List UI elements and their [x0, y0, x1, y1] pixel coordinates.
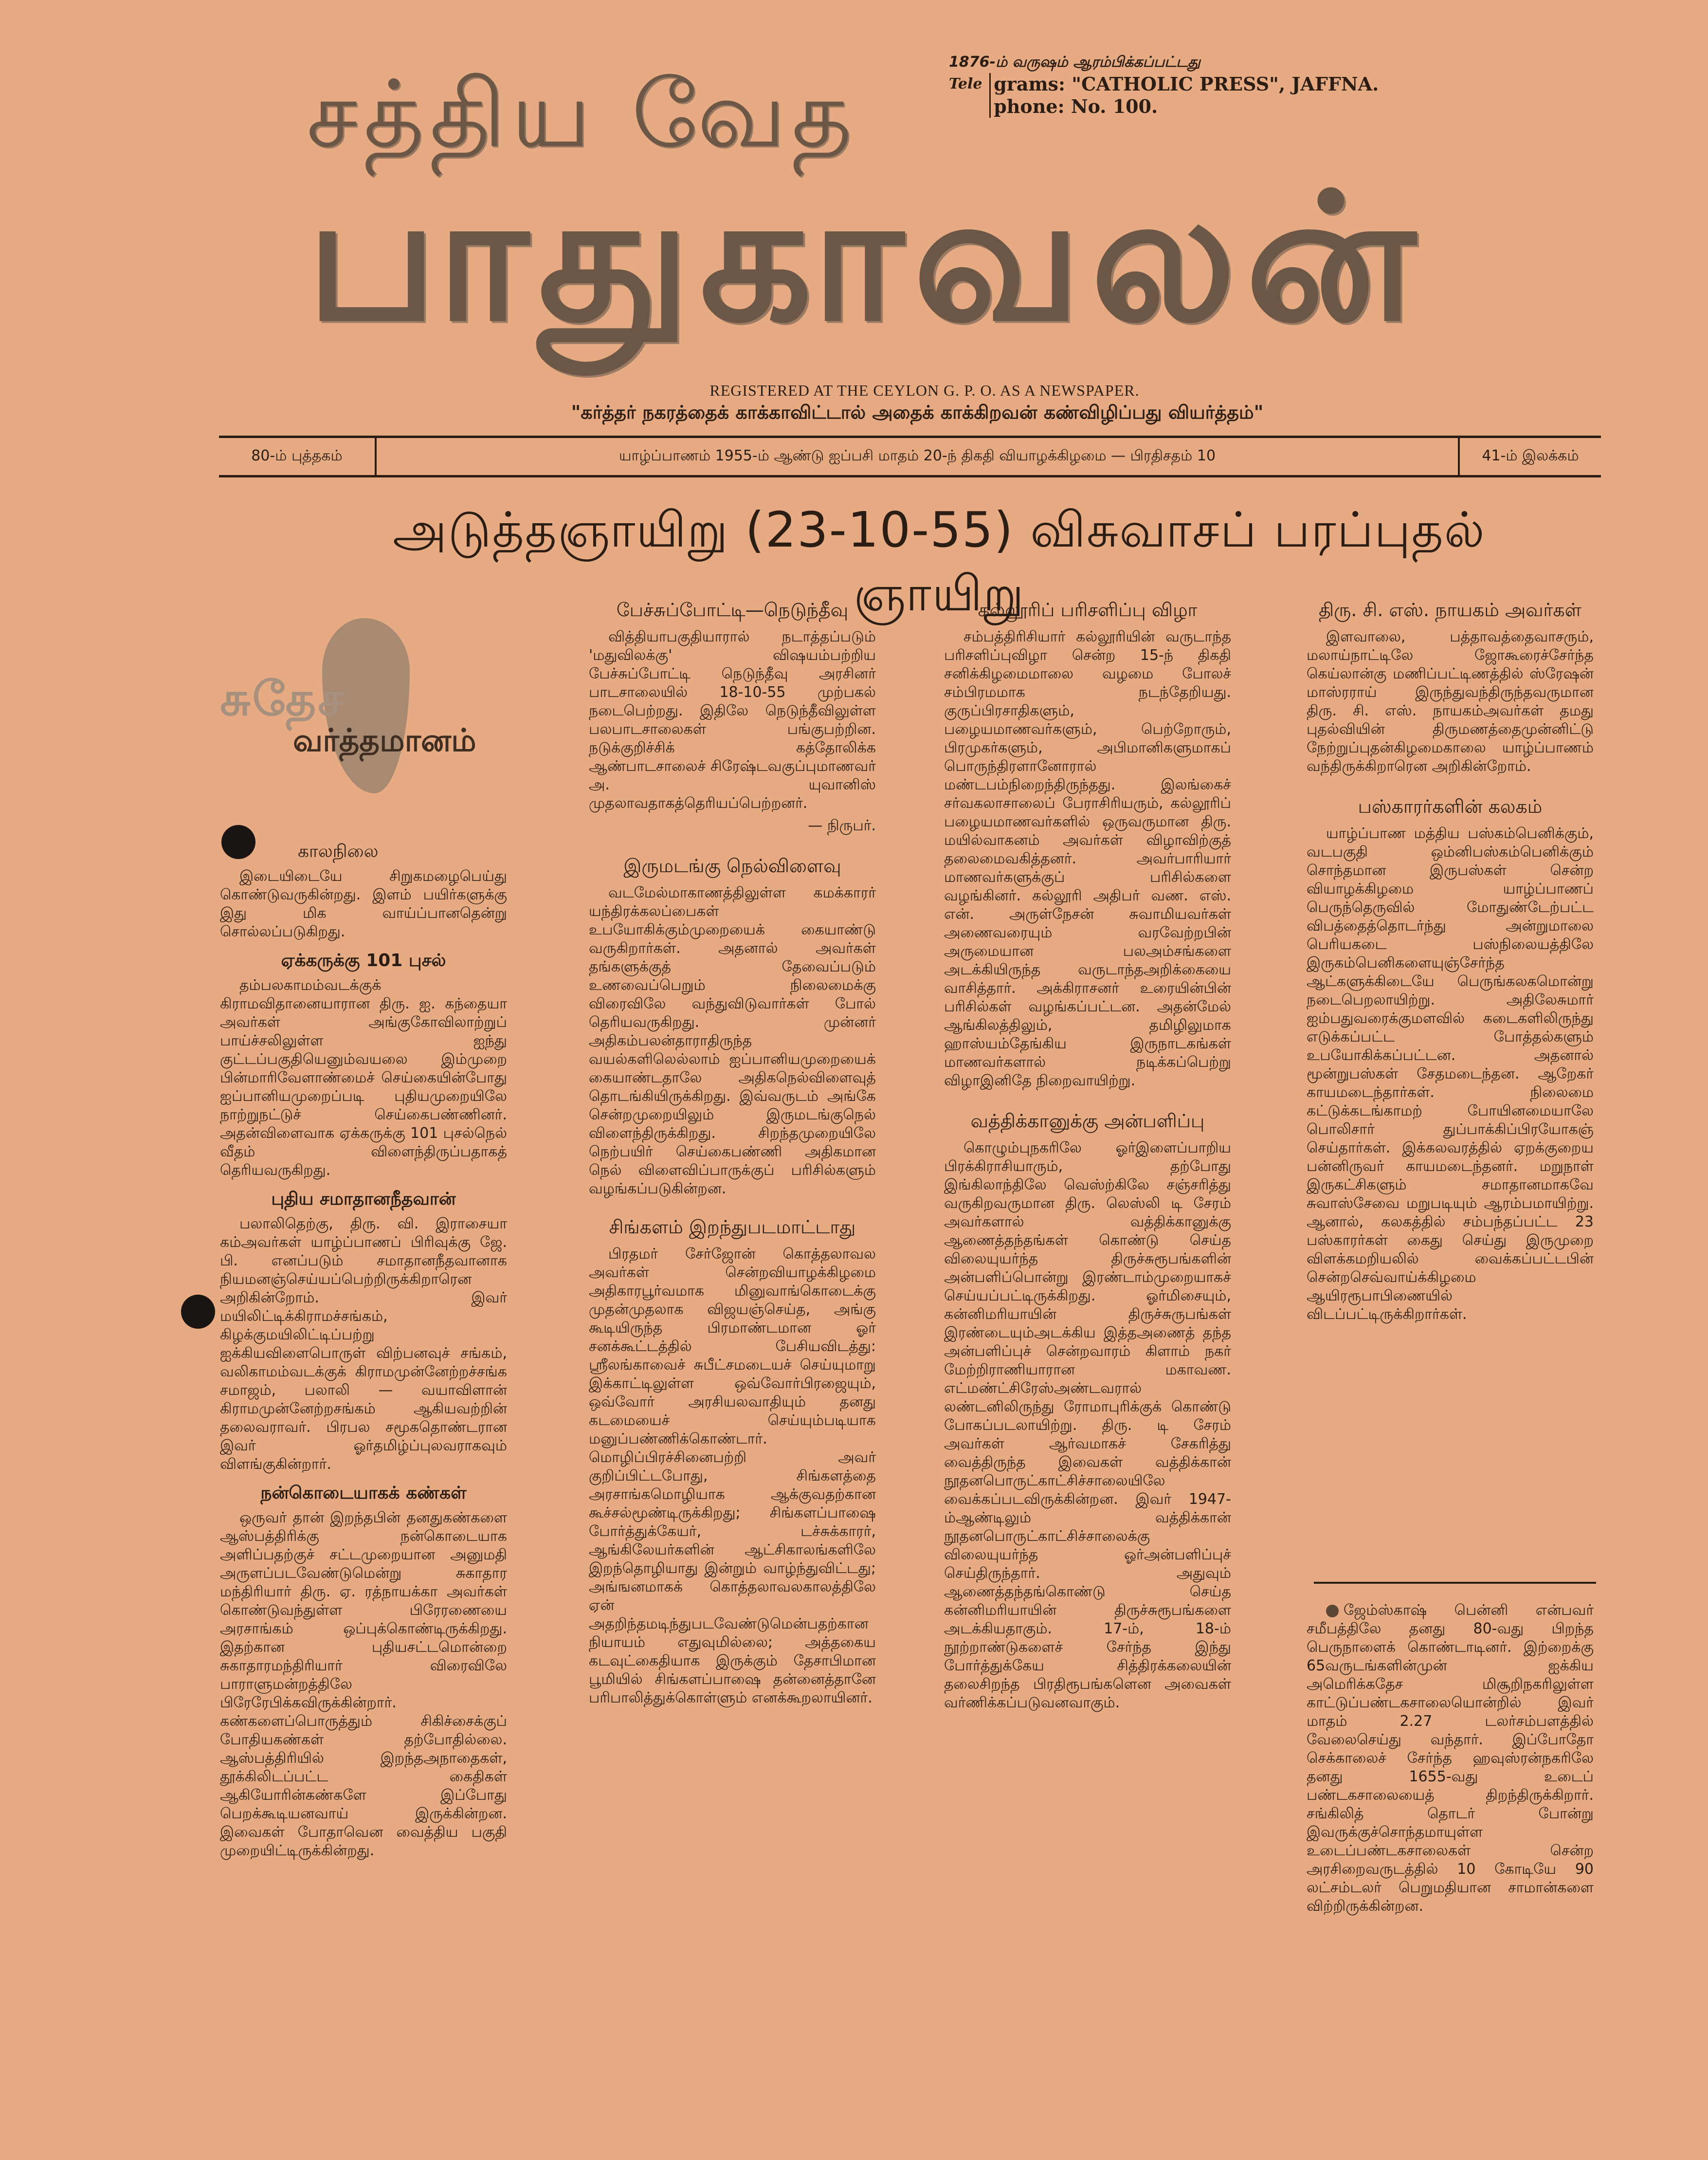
article-body: வடமேல்மாகாணத்திலுள்ள கமக்காரர் யந்திரக்கலப்பைகள் உபயோகிக்கும்முறையைக் கையாண்டு வருகிறார்கள். அதனால் அவர்கள் தங்களுக்குத் தேவைப்படும் உணவைப்பெறும் நிலைமைக்கு விரைவிலே வந்துவிடுவார்கள் போல் தெரியவருகிறது. முன்னர் அதிகம்பலன்தாராதிருந்த வயல்களிலெல்லாம் ஐப்பானியமுறையைக் கையாண்டதாலே அதிகநெல்விளைவுத் தொடங்கியிருக்கிறது. இவ்வருடம் அங்கே சென்றமுறையிலும் இருமடங்குநெல் விளைந்திருக்கிறது. சிறந்தமுறையிலே நெற்பயிர் செய்கைபண்ணி அதிகமான நெல் விளைவிப்பாருக்குப் பரிசில்களும் வழங்கப்படுகின்றன. — [589, 884, 876, 1197]
article-signature: — நிருபர். — [808, 817, 876, 834]
article-body: இடையிடையே சிறுகமழைபெய்து கொண்டுவருகின்றது. இளம் பயிர்களுக்கு இது மிக வாய்ப்பானதென்று சொல்லப்படுகிறது. — [220, 868, 507, 940]
volume-number: 80-ம் புத்தகம் — [219, 438, 377, 475]
column-3 — [944, 589, 1231, 1716]
registration-note: REGISTERED AT THE CEYLON G. P. O. AS A NEWSPAPER. — [709, 382, 1140, 399]
article-body-text: ஜேம்ஸ்காஷ் பென்னி என்பவர் சமீபத்திலே தனது 80-வது பிறந்த பெருநாளைக் கொண்டாடினர். இற்றைக்கு 65வருடங்களின்முன் ஐக்கிய அமெரிக்கதேச மிசூறிநகரிலுள்ள காட்டுப்பண்டகசாலையொன்றில் இவர் மாதம் 2.27 டலர்சம்பளத்தில் வேலைசெய்து வந்தார். இப்போதோ செக்காலைச் சேர்ந்த ஹவுஸ்ரன்நகரிலே தனது 1655-வது உடைப் பண்டகசாலையைத் திறந்திருக்கிறார். சங்கிலித் தொடர் போன்று இவருக்குச்சொந்தமாயுள்ள உடைப்பண்டகசாலைகள் சென்ற அரசிறைவருடத்தில் 10 கோடியே 90 லட்சம்டலர் பெறுமதியான சாமான்களை விற்றிருக்கின்றன. — [1307, 1602, 1594, 1915]
article-body: கொழும்புநகரிலே ஓர்இளைப்பாறிய பிரக்கிராசியாரும், தற்போது இங்கிலாந்திலே வெஸ்ற்கிலே சஞ்சரித்து வருகிறவருமான திரு. லெஸ்லி டி சேரம் அவர்களால் வத்திக்கானுக்கு ஆணைத்தந்தங்கள் கொண்டு செய்த விலையுயர்ந்த திருச்சுரூபங்களின் அன்பளிப்பொன்று இரண்டாம்முறையாகச் செய்யப்பட்டிருக்கிறது. ஓர்மிசையும், கன்னிமரியாயின் திருச்சுருபங்கள் இரண்டையும்அடக்கிய இத்தஅணைத் தந்த அன்பளிப்புச் சென்றவாரம் கிளாம் நகர் மேற்றிராணியாரான மகாவண. எட்மண்ட்சிரேஸ்அண்டவரால் லண்டனிலிருந்து ரோமாபுரிக்குக் கொண்டு போகப்படலாயிற்று. திரு. டி சேரம் அவர்கள் ஆர்வமாகச் சேகரித்து வைத்திருந்த இவைகள் வத்திக்கான் நூதனபொருட்காட்சிச்சாலையிலே வைக்கப்படவிருக்கின்றன. இவர் 1947-ம்ஆண்டிலும் வத்திக்கான் நூதனபொருட்காட்சிச்சாலைக்கு விலையுயர்ந்த ஓர்அன்பளிப்புச் செய்திருந்தார். அதுவும் ஆணைத்தந்தங்கொண்டு செய்த கன்னிமரியாயின் திருச்சுரூபங்களை அடக்கியதாகும். 17-ம், 18-ம் நூற்றாண்டுகளைச் சேர்ந்த இந்து போர்த்துக்கேய சித்திரக்கலையின் தலைசிறந்த பிரதிரூபங்களென அவைகள் வர்ணிக்கப்படுவனவாகும். — [944, 1139, 1231, 1711]
article-body: பிரதமர் சேர்ஜோன் கொத்தலாவல அவர்கள் சென்றவியாழக்கிழமை அதிகாரபூர்வமாக மினுவாங்கொடைக்கு முதன்முதலாக விஜயஞ்செய்த, அங்கு கூடியிருந்த பிரமாண்டமான ஓர் சனக்கூட்டத்தில் பேசியவிடத்து: ஸ்ரீலங்காவைச் சுபீட்சமடையச் செய்யுமாறு இக்காட்டிலுள்ள ஒவ்வோர்பிரஜையும், ஒவ்வோர் அரசியலவாதியும் தனது கடமையைச் செய்யும்படியாக மனுப்பண்ணிக்கொண்டார். மொழிப்பிரச்சினைபற்றி அவர் குறிப்பிட்டபோது, சிங்களத்தை அரசாங்கமொழியாக ஆக்குவதற்கான கூச்சல்மூண்டிருக்கிறது; சிங்களப்பாஷை போர்த்துக்கேயர், டச்சுக்காரர், ஆங்கிலேயர்களின் ஆட்சிகாலங்களிலே இறந்தொழியாது இன்றும் வாழ்ந்துவிட்டது; அங்ஙனமாகக் கொத்தலாவலகாலத்திலே ஏன் அதறிந்தமடிந்துபடவேண்டுமென்பதற்கான நியாயம் எதுவுமில்லை; அத்தகைய கடவுட்கைதியாக இருக்கும் தேசாபிமான பூமியில் சிங்களப்பாஷை தன்னைத்தானே பரிபாலித்துக்கொள்ளும் எனக்கூறலாயினர். — [589, 1245, 876, 1706]
masthead-title-line2: பாதுகாவலன் — [307, 156, 1425, 360]
main-headline: அடுத்தஞாயிறு (23-10-55) விசுவாசப் பரப்புதல் ஞாயிறு — [393, 501, 1486, 622]
section-divider — [1314, 1582, 1596, 1584]
article-title: காலநிலை — [298, 842, 379, 861]
issue-info-bar — [219, 436, 1601, 477]
article-title: நன்கொடையாகக் கண்கள் — [260, 1483, 467, 1503]
article-title: பேச்சுப்போட்டி—நெடுந்தீவு — [616, 599, 849, 621]
local-news-logo — [220, 618, 507, 823]
article-title: புதிய சமாதானநீதவான் — [271, 1189, 456, 1209]
article-body: தம்பலகாமம்வடக்குக் கிராமவிதானையாரான திரு. ஐ. கந்தையா அவர்கள் அங்குகோவிலாற்றுப் பாய்ச்சலிலுள்ள ஐந்து குட்டப்பகுதியெனும்வயலை இம்முறை பின்மாரிவேளாண்மைச் செய்கையின்போது ஐப்பானியமுறைப்படி புதியமுறையிலே நாற்றுநட்டுச் செய்கைபண்ணினர். அதன்விளைவாக ஏக்கருக்கு 101 புசல்நெல் வீதம் விளைந்திருப்பதாகத் தெரியவருகிறது. — [220, 977, 507, 1179]
article-title: சிங்களம் இறந்துபடமாட்டாது — [609, 1216, 856, 1238]
tele-rows — [989, 73, 1379, 118]
column-4 — [1307, 589, 1594, 1328]
article-body: சம்பத்திரிசியார் கல்லூரியின் வருடாந்த பரிசளிப்புவிழா சென்ற 15-ந் திகதி சனிக்கிழமைமாலை வழமை போலச் சம்பிரமமாக நடந்தேறியது. குருப்பிரசாதிகளும், பழையமாணவர்களும், பெற்றோரும், பிரமுகர்களும், அபிமானிகளுமாகப் பொருந்திரளானோரால் மண்டபம்நிறைந்திருந்தது. இலங்கைச் சர்வகலாசாலைப் பேராசிரியரும், கல்லூரிப் பழையமாணவர்களில் ஒருவருமான திரு. மயில்வாகனம் அவர்கள் விழாவிற்குத் தலைமைவகித்தனர். அவர்பாரியார் மாணவர்களுக்குப் பரிசில்களை வழங்கினர். கல்லூரி அதிபர் வண. எஸ். என். அருள்நேசன் சுவாமியவர்கள் அணைவரையும் வரவேற்றபின் அருமையான பலஅம்சங்களை அடக்கியிருந்த வருடாந்தஅறிக்கையை வாசித்தார். அக்கிராசனர் உரையின்பின் பரிசில்கள் வழங்கப்பட்டன. அதன்மேல் ஆங்கிலத்திலும், தமிழிலுமாக ஹாஸ்யம்தேங்கிய இருநாடகங்கள் மாணவர்களால் நடிக்கப்பெற்று விழாஇனிதே நிறைவாயிற்று. — [944, 628, 1231, 1089]
bullet-icon — [1326, 1605, 1339, 1617]
article-title: பஸ்காரர்களின் கலகம் — [1358, 796, 1543, 817]
telecontact-block — [949, 73, 1499, 118]
article-title: இருமடங்கு நெல்விளைவு — [623, 855, 841, 877]
telegrams-line: grams: "CATHOLIC PRESS", JAFFNA. — [994, 73, 1379, 95]
tele-label: Tele — [949, 75, 982, 92]
article-title: ஏக்கருக்கு 101 புசல் — [281, 951, 446, 970]
issue-number: 41-ம் இலக்கம் — [1458, 438, 1601, 475]
article-body: பலாலிதெற்கு, திரு. வி. இராசையா கம்அவர்கள் யாழ்ப்பாணப் பிரிவுக்கு ஜே. பி. எனப்படும் சமாதானநீதவானாக நியமனஞ்செய்யப்பெற்றிருக்கிறாரென அறிகின்றோம். இவர் மயிலிட்டிக்கிராமச்சங்கம், கிழக்குமயிலிட்டிப்பற்று ஐக்கியவிளைபொருள் விற்பனவுச் சங்கம், வலிகாமம்வடக்குக் கிராமமுன்னேற்றச்சங்க சமாஜம், பலாலி — வயாவிளான் கிராமமுன்னேற்றசங்கம் ஆகியவற்றின் தலைவராவர். பிரபல சமூகதொண்டரான இவர் ஓர்தமிழ்ப்புலவராகவும் விளங்குகின்றார். — [220, 1215, 507, 1473]
masthead-title-line1: சத்திய வேத — [307, 60, 858, 168]
column-1 — [220, 832, 507, 1864]
issue-date: யாழ்ப்பாணம் 1955-ம் ஆண்டு ஐப்பசி மாதம் 20-ந் திகதி வியாழக்கிழமை — பிரதிசதம் 10 — [618, 447, 1216, 464]
established-note: 1876-ம் வருஷம் ஆரம்பிக்கப்பட்டது — [949, 54, 1200, 71]
column-4-bottom — [1307, 1601, 1594, 1920]
article-body — [1307, 1601, 1594, 1916]
telephone-line: phone: No. 100. — [994, 95, 1158, 117]
masthead-motto: "கர்த்தர் நகரத்தைக் காக்காவிட்டால் அதைக் காக்கிறவன் கண்விழிப்பது வியர்த்தம்" — [571, 402, 1264, 423]
column-2 — [589, 589, 876, 1711]
logo-text-2: வர்த்தமானம் — [293, 723, 476, 759]
article-body: வித்தியாபகுதியாரால் நடாத்தப்படும் 'மதுவிலக்கு' விஷயம்பற்றிய பேச்சுப்போட்டி நெடுந்தீவு அரசினர் பாடசாலையில் 18-10-55 முற்பகல் நடைபெற்றது. இதிலே நெடுந்தீவிலுள்ள பலபாடசாலைகள் பங்குபற்றின. நடுக்குறிச்சிக் கத்தோலிக்க ஆண்பாடசாலைச் சிரேஷ்டவகுப்புமாணவர் அ. யுவானிஸ் முதலாவதாகத்தெரியப்பெற்றனர். — [589, 628, 876, 812]
article-title: திரு. சி. எஸ். நாயகம் அவர்கள் — [1319, 599, 1581, 621]
article-body: இளவாலை, பத்தாவத்தைவாசரும், மலாய்நாட்டிலே ஜோகூரைச்சேர்ந்த கெய்லான்கு மணிப்பட்டிணத்தில் ஸ்ரேஷன் மாஸ்ரராய் இருந்துவந்திருந்தவருமான திரு. சி. எஸ். நாயகம்அவர்கள் தமது புதல்வியின் திருமணத்தைமுன்னிட்டு நேற்றுப்புதன்கிழமைகாலை யாழ்ப்பாணம் வந்திருக்கிறாரென அறிகின்றோம். — [1307, 628, 1594, 775]
article-title: வத்திக்கானுக்கு அன்பளிப்பு — [970, 1110, 1205, 1132]
article-title: கல்லூரிப் பரிசளிப்பு விழா — [978, 599, 1198, 621]
article-body: ஒருவர் தான் இறந்தபின் தனதுகண்களை ஆஸ்பத்திரிக்கு நன்கொடையாக அளிப்பதற்குச் சட்டமுறையான அனுமதி அருளப்படவேண்டுமென்று சுகாதார மந்திரியார் திரு. ஏ. ரத்நாயக்கா அவர்கள் கொண்டுவந்துள்ள பிரேரணையை அரசாங்கம் ஒப்புக்கொண்டிருக்கிறது. இதற்கான புதியசட்டமொன்றை சுகாதாரமந்திரியார் விரைவிலே பாராளுமன்றத்திலே பிரேரேபிக்கவிருக்கின்றார். கண்களைப்பொருத்தும் சிகிச்சைக்குப் போதியகண்கள் தற்போதில்லை. ஆஸ்பத்திரியில் இறந்தஅநாதைகள், தூக்கிலிடப்பட்ட கைதிகள் ஆகியோரின்கண்களே இப்போது பெறக்கூடியனவாய் இருக்கின்றன. இவைகள் போதாவென வைத்திய பகுதி முறையிட்டிருக்கின்றது. — [220, 1509, 507, 1859]
punch-hole — [181, 1295, 215, 1329]
article-body: யாழ்ப்பாண மத்திய பஸ்கம்பெனிக்கும், வடபகுதி ஒம்னிபஸ்கம்பெனிக்கும் சொந்தமான இருபஸ்கள் சென்ற வியாழக்கிழமை யாழ்ப்பாணப் பெருந்தெருவில் மோதுண்டேற்பட்ட விபத்தைத்தொடர்ந்து அன்றுமாலை பெரியகடை பஸ்நிலையத்திலே இருகம்பெனிகளையுஞ்சேர்ந்த ஆட்களுக்கிடையே பெருங்கலகமொன்று நடைபெறலாயிற்று. அதிலேசுமார் ஐம்பதுவரைக்குமளவில் கடைகளிலிருந்து எடுக்கப்பட்ட போத்தல்களும் உபயோகிக்கப்பட்டன. அதனால் மூன்றுபஸ்கள் சேதமடைந்தன. ஆறேகர் காயமடைந்தார்கள். நிலைமை கட்டுக்கடங்காமற் போயினமையாலே பொலிசார் துப்பாக்கிப்பிரயோகஞ் செய்தார்கள். இக்கலவரத்தில் ஏறக்குறைய பன்னிருவர் காயமடைந்தனர். மறுநாள் இருகட்சிகளும் சமாதானமாகவே சுவாஸ்சேவை மறுபடியும் ஆரம்பமாயிற்று. ஆனால், கலகத்தில் சம்பந்தப்பட்ட 23 பஸ்காரர்கள் கைது செய்து இருமுறை விளக்கமறியலில் வைக்கப்பட்டபின் சென்றசெவ்வாய்க்கிழமை ஆயிரரூபாபிணையில் விடப்பட்டிருக்கிறார்கள். — [1307, 825, 1594, 1323]
logo-text-1: சுதேச — [220, 672, 346, 726]
